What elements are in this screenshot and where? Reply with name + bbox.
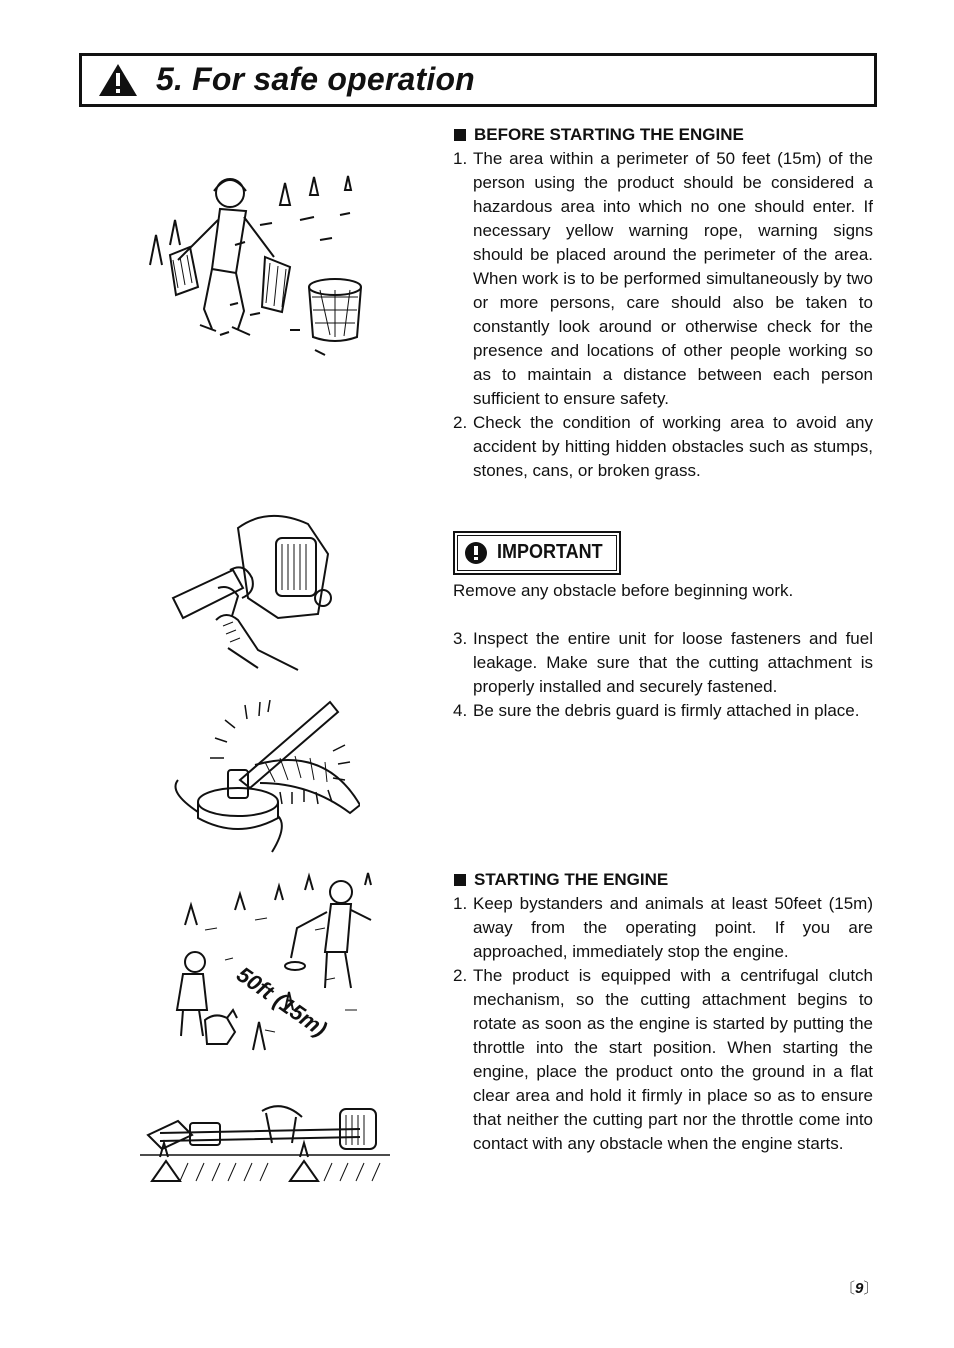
- list-item: 1. The area within a perimeter of 50 feet (15m) of the person using the product should be considered a hazardous area into which no one should enter. If necessary yellow warning rope, warning signs should be placed around the perimeter of the area. When work is to be performed simultaneously by two or more persons, care should also be taken to constantly look around or otherwise check for the presence and locations of other people working so as to maintain a distance between each person sufficient to ensure safety.: [453, 149, 873, 408]
- starting-engine-section: [453, 868, 873, 1156]
- debris-guard-illustration: [170, 700, 360, 855]
- exclamation-icon: [465, 542, 487, 564]
- important-callout: [453, 531, 621, 575]
- instruction-list: [453, 627, 873, 723]
- clearing-debris-illustration: [140, 165, 370, 370]
- unit-on-ground-illustration: [140, 1095, 390, 1185]
- before-starting-section: [453, 123, 873, 483]
- list-item: 4. Be sure the debris guard is firmly attached in place.: [453, 701, 860, 720]
- inspection-section: [453, 627, 873, 723]
- important-label: IMPORTANT: [497, 541, 603, 563]
- important-note: Remove any obstacle before beginning work.: [453, 581, 794, 600]
- warning-triangle-icon: [98, 63, 138, 97]
- page-title: 5. For safe operation: [156, 61, 475, 97]
- square-bullet-icon: [454, 129, 466, 141]
- list-item: 2. Check the condition of working area to avoid any accident by hitting hidden obstacles such as stumps, stones, cans, or broken grass.: [453, 413, 873, 480]
- section-header: [79, 53, 877, 107]
- page-number: 〔9〕: [840, 1280, 879, 1297]
- list-item: 3. Inspect the entire unit for loose fasteners and fuel leakage. Make sure that the cutting attachment is properly installed and securely fastened.: [453, 629, 873, 696]
- bystander-distance-illustration: [165, 870, 385, 1060]
- instruction-list: [453, 892, 873, 1156]
- distance-label: 50ft (15m): [232, 961, 332, 1042]
- square-bullet-icon: [454, 874, 466, 886]
- instruction-list: [453, 147, 873, 483]
- list-item: 1. Keep bystanders and animals at least 50feet (15m) away from the operating point. If you are approached, immediately stop the engine.: [453, 894, 873, 961]
- engine-inspection-illustration: [168, 508, 343, 678]
- list-item: 2. The product is equipped with a centrifugal clutch mechanism, so the cutting attachment begins to rotate as soon as the engine is started by putting the throttle into the start position. When starting the engine, place the product onto the ground in a flat clear area and hold it firmly in place so as to ensure that neither the cutting part nor the throttle come into contact with any obstacle when the engine starts.: [453, 966, 873, 1153]
- section-heading: BEFORE STARTING THE ENGINE: [453, 123, 873, 147]
- section-heading: STARTING THE ENGINE: [453, 868, 873, 892]
